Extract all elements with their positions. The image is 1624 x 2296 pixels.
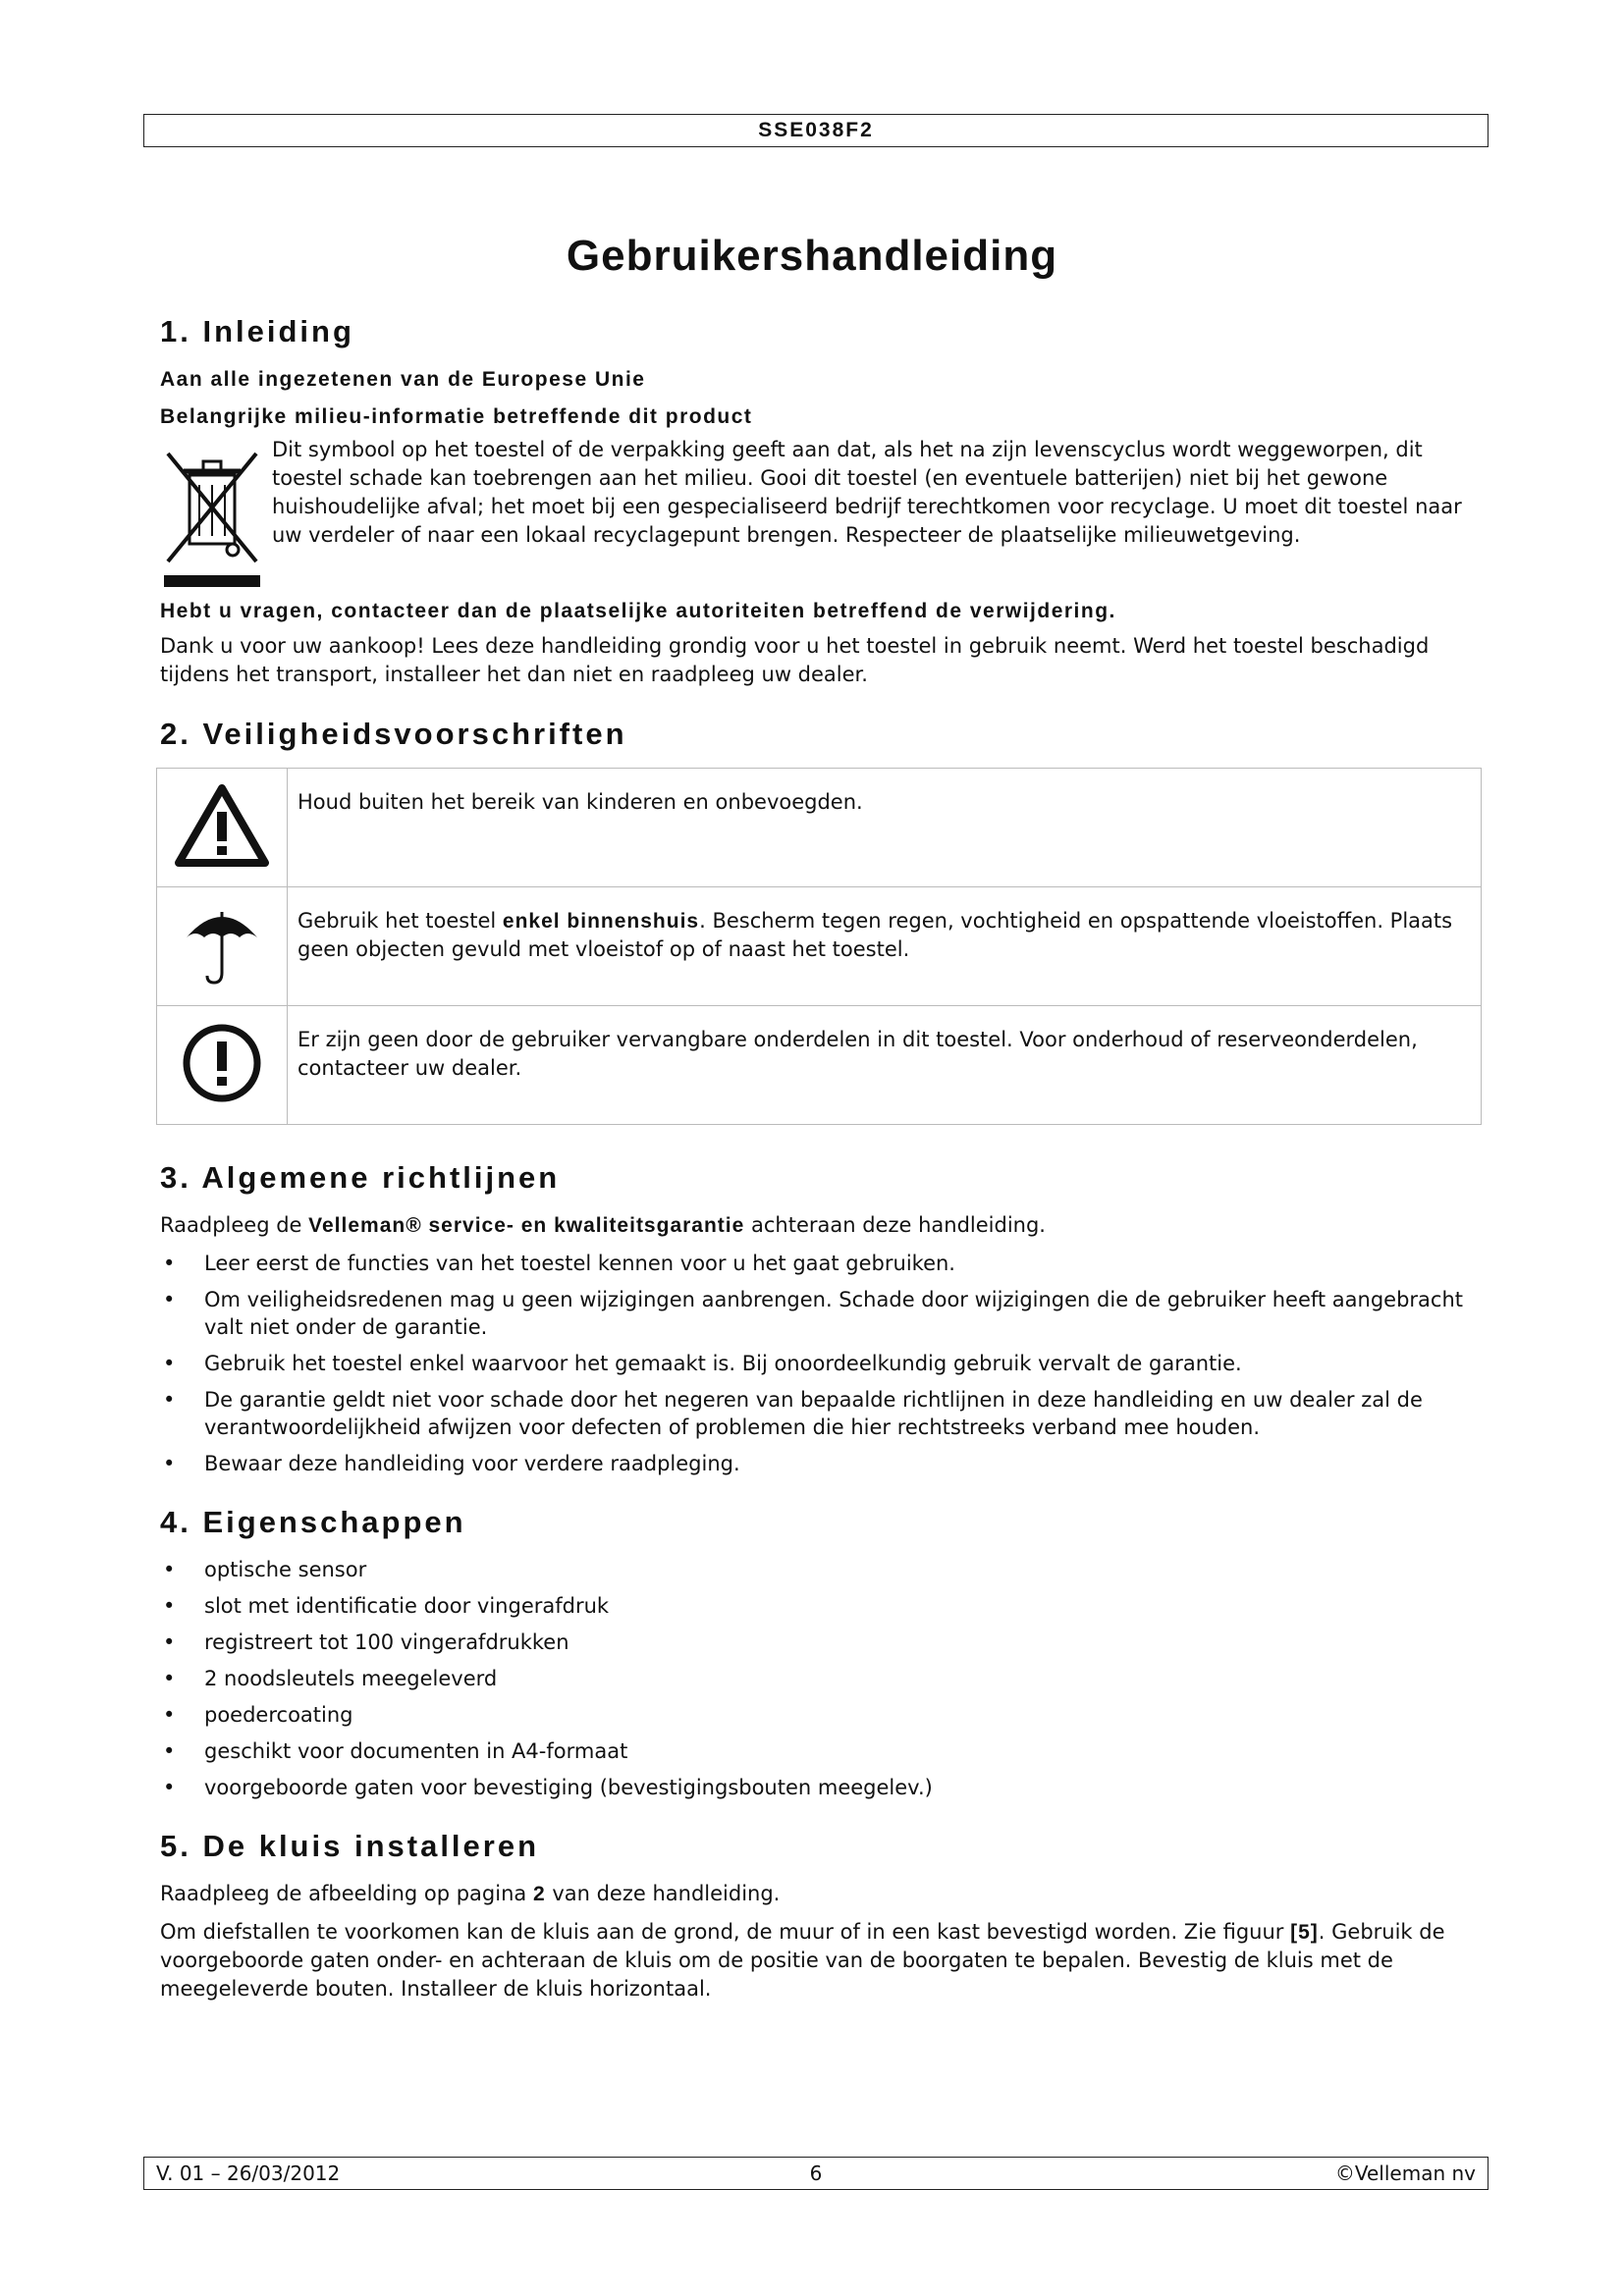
install-p2-a: Om diefstallen te voorkomen kan de kluis aan de grond, de muur of in een kast bevestigd worden. Zie figuur bbox=[160, 1920, 1291, 1944]
guidelines-list bbox=[160, 1250, 1476, 1477]
model-number: SSE038F2 bbox=[758, 119, 874, 141]
list-item: • poedercoating bbox=[160, 1701, 1476, 1729]
indoor-text-b: . Bescherm tegen regen, vochtigheid en opspattende vloeistoffen. Plaats geen objecten gevuld met vloeistof op of naast het toestel. bbox=[298, 909, 1453, 961]
umbrella-icon bbox=[183, 900, 261, 988]
safety-text-indoor bbox=[288, 887, 1482, 1006]
list-item: • 2 noodsleutels meegeleverd bbox=[160, 1665, 1476, 1692]
install-p1-a: Raadpleeg de afbeelding op pagina bbox=[160, 1882, 533, 1905]
footer-copyright: ©Velleman nv bbox=[1334, 2162, 1476, 2185]
install-p1-b: van deze handleiding. bbox=[545, 1882, 781, 1905]
list-item: • Bewaar deze handleiding voor verdere raadpleging. bbox=[160, 1450, 1476, 1477]
safety-table bbox=[156, 768, 1482, 1125]
section-installeren bbox=[160, 1827, 1476, 2003]
features-list bbox=[160, 1556, 1476, 1801]
warranty-bold: Velleman® service- en kwaliteitsgarantie bbox=[308, 1214, 745, 1237]
list-item: • De garantie geldt niet voor schade door het negeren van bepaalde richtlijnen in deze handleiding en uw dealer zal de verantwoordelijkheid afwijzen voor defecten of problemen die hier rechtstreeks verband mee houden. bbox=[160, 1386, 1476, 1441]
warranty-text-b: achteraan deze handleiding. bbox=[744, 1213, 1046, 1237]
footer-version: V. 01 – 26/03/2012 bbox=[156, 2162, 341, 2185]
warning-triangle-icon bbox=[175, 784, 269, 867]
safety-row bbox=[157, 887, 1482, 1006]
list-item: • Gebruik het toestel enkel waarvoor het gemaakt is. Bij onoordeelkundig gebruik vervalt de garantie. bbox=[160, 1350, 1476, 1377]
list-item: • voorgeboorde gaten voor bevestiging (bevestigingsbouten meegelev.) bbox=[160, 1774, 1476, 1801]
section-3-heading: 3. Algemene richtlijnen bbox=[160, 1160, 561, 1195]
section-veiligheid bbox=[160, 715, 1476, 1125]
safety-text-children: Houd buiten het bereik van kinderen en onbevoegden. bbox=[288, 769, 1482, 887]
safety-icon-cell bbox=[157, 1006, 288, 1125]
install-paragraph-2 bbox=[160, 1918, 1476, 2003]
install-paragraph-1 bbox=[160, 1880, 1476, 1908]
section-1-heading: 1. Inleiding bbox=[160, 314, 354, 348]
section-4-heading: 4. Eigenschappen bbox=[160, 1505, 466, 1539]
install-p2-b: . Gebruik de voorgeboorde gaten onder- en achteraan de kluis om de positie van de boorgaten te bepalen. Bevestig de kluis met de meegeleverde bouten. Installeer de kluis horizontaal. bbox=[160, 1920, 1445, 2001]
section-5-heading: 5. De kluis installeren bbox=[160, 1829, 540, 1863]
section-inleiding bbox=[160, 312, 1476, 689]
indoor-text-a: Gebruik het toestel bbox=[298, 909, 503, 933]
indoor-bold: enkel binnenshuis bbox=[502, 910, 700, 933]
crossed-bin-icon bbox=[160, 442, 264, 593]
content bbox=[160, 312, 1476, 2029]
safety-text-parts: Er zijn geen door de gebruiker vervangbare onderdelen in dit toestel. Voor onderhoud of reserveonderdelen, contacteer uw dealer. bbox=[288, 1006, 1482, 1125]
document-title: Gebruikershandleiding bbox=[566, 232, 1058, 280]
header-model-box bbox=[143, 114, 1489, 147]
safety-row bbox=[157, 769, 1482, 887]
safety-icon-cell bbox=[157, 887, 288, 1006]
section-2-heading: 2. Veiligheidsvoorschriften bbox=[160, 717, 627, 751]
warranty-intro bbox=[160, 1211, 1476, 1240]
list-item: • Om veiligheidsredenen mag u geen wijzigingen aanbrengen. Schade door wijzigingen die de gebruiker heeft aangebracht valt niet onder de garantie. bbox=[160, 1286, 1476, 1341]
environment-subhead: Belangrijke milieu-informatie betreffende dit product bbox=[160, 405, 753, 428]
safety-row bbox=[157, 1006, 1482, 1125]
exclamation-circle-icon bbox=[181, 1022, 263, 1104]
thanks-paragraph: Dank u voor uw aankoop! Lees deze handleiding grondig voor u het toestel in gebruik neemt. Werd het toestel beschadigd tijdens het transport, installeer het dan niet en raadpleeg uw dealer. bbox=[160, 634, 1430, 686]
list-item: • Leer eerst de functies van het toestel kennen voor u het gaat gebruiken. bbox=[160, 1250, 1476, 1277]
list-item: • optische sensor bbox=[160, 1556, 1476, 1583]
safety-icon-cell bbox=[157, 769, 288, 887]
disposal-questions: Hebt u vragen, contacteer dan de plaatselijke autoriteiten betreffend de verwijdering. bbox=[160, 600, 1116, 622]
list-item: • registreert tot 100 vingerafdrukken bbox=[160, 1629, 1476, 1656]
footer-box bbox=[143, 2157, 1489, 2190]
footer-page-number: 6 bbox=[809, 2162, 823, 2185]
install-p1-bold: 2 bbox=[532, 1883, 546, 1905]
weee-text: Dit symbool op het toestel of de verpakking geeft aan dat, als het na zijn levenscyclus wordt weggeworpen, dit toestel schade kan toebrengen aan het milieu. Gooi dit toestel (en eventuele batterijen) niet bij het gewone huishoudelijke afval; het moet bij een gespecialiseerd bedrijf terechtkomen voor recyclage. U moet dit toestel naar uw verdeler of naar een lokaal recyclagepunt brengen. Respecteer de plaatselijke milieuwetgeving. bbox=[272, 438, 1462, 547]
warranty-text-a: Raadpleeg de bbox=[160, 1213, 309, 1237]
eu-residents-subhead: Aan alle ingezetenen van de Europese Unie bbox=[160, 368, 646, 391]
weee-block bbox=[160, 436, 1476, 593]
list-item: • slot met identificatie door vingerafdruk bbox=[160, 1592, 1476, 1620]
section-eigenschappen bbox=[160, 1503, 1476, 1801]
list-item: • geschikt voor documenten in A4-formaat bbox=[160, 1737, 1476, 1765]
section-richtlijnen bbox=[160, 1158, 1476, 1477]
install-p2-bold: [5] bbox=[1290, 1921, 1319, 1944]
